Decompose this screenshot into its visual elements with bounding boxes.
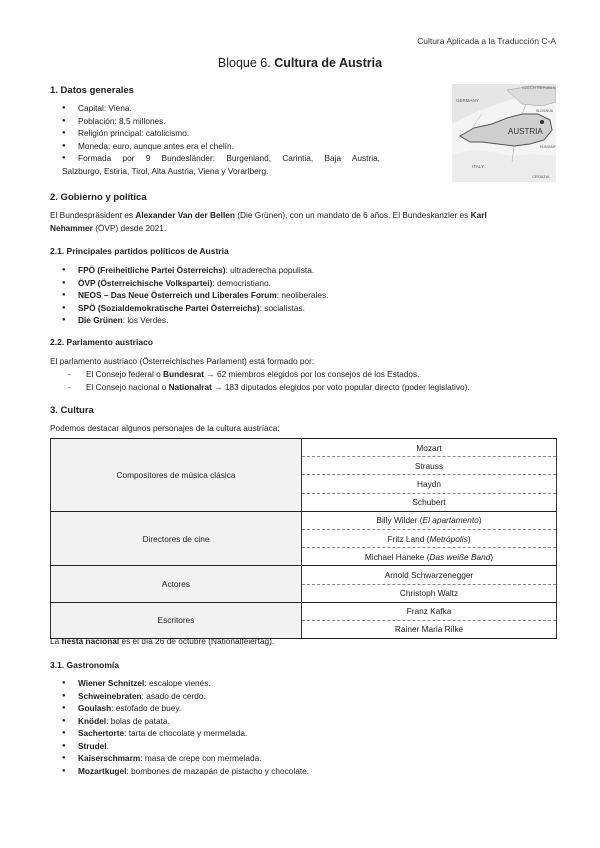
dish-desc: . <box>106 740 109 751</box>
table-cell: Franz Kafka <box>302 602 557 620</box>
map-label-hungary: HUNGARY <box>540 145 556 149</box>
bundeslander-line-1: ● Formada por 9 Bundesländer: Burgenland, Carintia, Baja Austria, <box>78 153 380 163</box>
dish-desc: : bolas de patata. <box>106 715 170 726</box>
dish-name: Wiener Schnitzel <box>78 678 145 688</box>
text-run: (ÖVP) desde 2021. <box>92 222 167 233</box>
parties-list <box>0 264 328 327</box>
text-run: → 183 diputados elegidos por voto popular directo (poder legislativo). <box>211 381 470 392</box>
list-item <box>86 368 470 381</box>
text-run: es el día 26 de octubre (Nationalfeiertag). <box>119 636 275 646</box>
list-item <box>78 690 309 703</box>
parliament-list <box>0 368 470 393</box>
text-run: El Consejo nacional o <box>86 381 169 392</box>
text-run: La <box>50 636 62 646</box>
dish-desc: : bombones de mazapán de pistacho y chocolate. <box>126 765 310 776</box>
list-item <box>78 289 328 302</box>
title-bold: Cultura de Austria <box>274 56 383 70</box>
president-paragraph <box>50 209 558 234</box>
list-item: ● Religión principal: catolicismo. <box>78 127 458 140</box>
culture-intro: Podemos destacar algunos personajes de la cultura austríaca: <box>50 423 280 433</box>
category-cell: Directores de cine <box>51 511 302 566</box>
list-item <box>78 740 309 753</box>
party-name: SPÖ (Sozialdemokratische Partei Österreichs) <box>78 302 260 313</box>
list-item: ● Moneda: euro, aunque antes era el chelín. <box>78 140 458 153</box>
section-2-heading: 2. Gobierno y política <box>50 192 147 203</box>
parliament-intro: El parlamento austriaco (Österreichisches Parlament) está formado por: <box>50 356 315 366</box>
austria-map <box>452 84 556 182</box>
text-run: El Bundespräsident es <box>50 210 136 220</box>
table-cell: Haydn <box>302 475 557 493</box>
bundeslander-line-2: Salzburgo, Estiria, Tirol, Alta Austria, Viena y Vorarlberg. <box>62 166 269 176</box>
party-desc: : los Verdes. <box>122 315 169 325</box>
list-item: ● Población: 8,5 millones. <box>78 115 458 128</box>
table-row <box>51 439 557 457</box>
film-title: Das weiße Band <box>429 551 491 562</box>
list-item <box>78 277 328 290</box>
map-label-austria: AUSTRIA <box>508 127 543 136</box>
category-cell: Compositores de música clásica <box>51 439 302 512</box>
list-item: ● Capital: Viena. <box>78 102 458 115</box>
table-cell: Arnold Schwarzenegger <box>302 566 557 584</box>
party-desc: : neoliberales. <box>276 290 329 300</box>
culture-table <box>50 438 557 639</box>
table-cell <box>302 548 557 566</box>
dish-name: Goulash <box>78 703 112 713</box>
table-cell: Rainer Maria Rilke <box>302 620 557 638</box>
party-name: NEOS – Das Neue Österreich und Liberales Forum <box>78 290 277 300</box>
text-run: → 62 miembros elegidos por los consejos de los Estados. <box>204 369 420 379</box>
party-desc: : socialistas. <box>259 302 305 313</box>
party-name: ÖVP (Österreichische Volkspartei) <box>78 277 213 288</box>
chancellor-name-1: Karl <box>470 210 487 220</box>
list-item <box>78 715 309 728</box>
dish-desc: : estofado de buey. <box>111 703 182 713</box>
table-cell: Strauss <box>302 457 557 475</box>
dish-desc: : masa de crepe con mermelada. <box>140 753 262 763</box>
text-run: ) <box>490 551 494 562</box>
section-1-heading: 1. Datos generales <box>50 85 134 96</box>
chamber-name: Bundesrat <box>163 369 205 379</box>
list-item <box>78 152 458 165</box>
map-label-czech: CZECH REPUBLIC <box>522 85 556 90</box>
list-item <box>78 302 328 315</box>
list-item <box>78 702 309 715</box>
national-holiday <box>50 635 274 648</box>
list-item <box>86 381 470 394</box>
dish-desc: : tarta de chocolate y mermelada. <box>124 728 248 738</box>
category-cell: Actores <box>51 566 302 602</box>
page-title <box>0 56 600 70</box>
dish-desc: : asado de cerdo. <box>141 690 206 701</box>
title-prefix: Bloque 6. <box>217 56 275 70</box>
table-cell: Mozart <box>302 439 557 457</box>
table-cell: Christoph Waltz <box>302 584 557 602</box>
list-item <box>78 677 309 690</box>
text-run: ) <box>478 515 482 526</box>
text-run: El Consejo federal o <box>86 369 164 379</box>
table-row <box>51 602 557 620</box>
food-list <box>0 677 309 777</box>
dish-name: Mozartkugel <box>78 765 127 776</box>
text-run: (Die Grünen), con un mandato de 6 años. El Bundeskanzler es <box>234 210 471 220</box>
dish-name: Schweinebraten <box>78 690 142 701</box>
map-label-slovakia: SLOVAKIA <box>536 109 554 113</box>
holiday-label: fiesta nacional <box>61 636 120 646</box>
section-3-heading: 3. Cultura <box>50 405 94 416</box>
table-cell: Schubert <box>302 493 557 511</box>
map-icon <box>452 84 556 182</box>
dish-name: Strudel <box>78 740 107 751</box>
party-desc: : democristiano. <box>212 277 271 288</box>
text-run: Fritz Land ( <box>387 533 430 544</box>
chamber-name: Nationalrat <box>168 381 212 392</box>
category-cell: Escritores <box>51 602 302 638</box>
text-run: Michael Haneke ( <box>364 551 430 562</box>
list-item <box>78 264 328 277</box>
list-item <box>78 752 309 765</box>
table-row <box>51 511 557 529</box>
list-item <box>78 314 328 327</box>
general-data-list <box>0 102 458 165</box>
subsection-3-1-heading: 3.1. Gastronomía <box>50 660 119 670</box>
list-item <box>78 765 309 778</box>
map-label-croatia: CROATIA <box>532 174 550 179</box>
chancellor-name-2: Nehammer <box>50 222 93 233</box>
text-run: Billy Wilder ( <box>376 515 423 526</box>
text-run: ) <box>467 533 471 544</box>
subsection-2-1-heading: 2.1. Principales partidos políticos de Austria <box>50 246 229 256</box>
party-name: FPÖ (Freiheitliche Partei Österreichs) <box>78 265 226 275</box>
party-desc: : ultraderecha populista. <box>225 265 315 275</box>
table-cell <box>302 529 557 547</box>
list-item <box>78 727 309 740</box>
film-title: Metrópolis <box>429 533 468 544</box>
page-header: Cultura Aplicada a la Traducción C-A <box>417 36 556 46</box>
map-label-germany: GERMANY <box>456 98 479 103</box>
dish-name: Sachertorte <box>78 728 125 738</box>
table-row <box>51 566 557 584</box>
table-cell <box>302 511 557 529</box>
dish-name: Kaiserschmarm <box>78 753 141 763</box>
subsection-2-2-heading: 2.2. Parlamento austriaco <box>50 337 153 347</box>
dish-name: Knödel <box>78 715 107 726</box>
film-title: El apartamento <box>422 515 479 526</box>
dish-desc: : escalope vienés. <box>144 678 211 688</box>
president-name: Alexander Van der Bellen <box>135 210 235 220</box>
party-name: Die Grünen <box>78 315 123 325</box>
map-label-italy: ITALY <box>472 164 484 169</box>
